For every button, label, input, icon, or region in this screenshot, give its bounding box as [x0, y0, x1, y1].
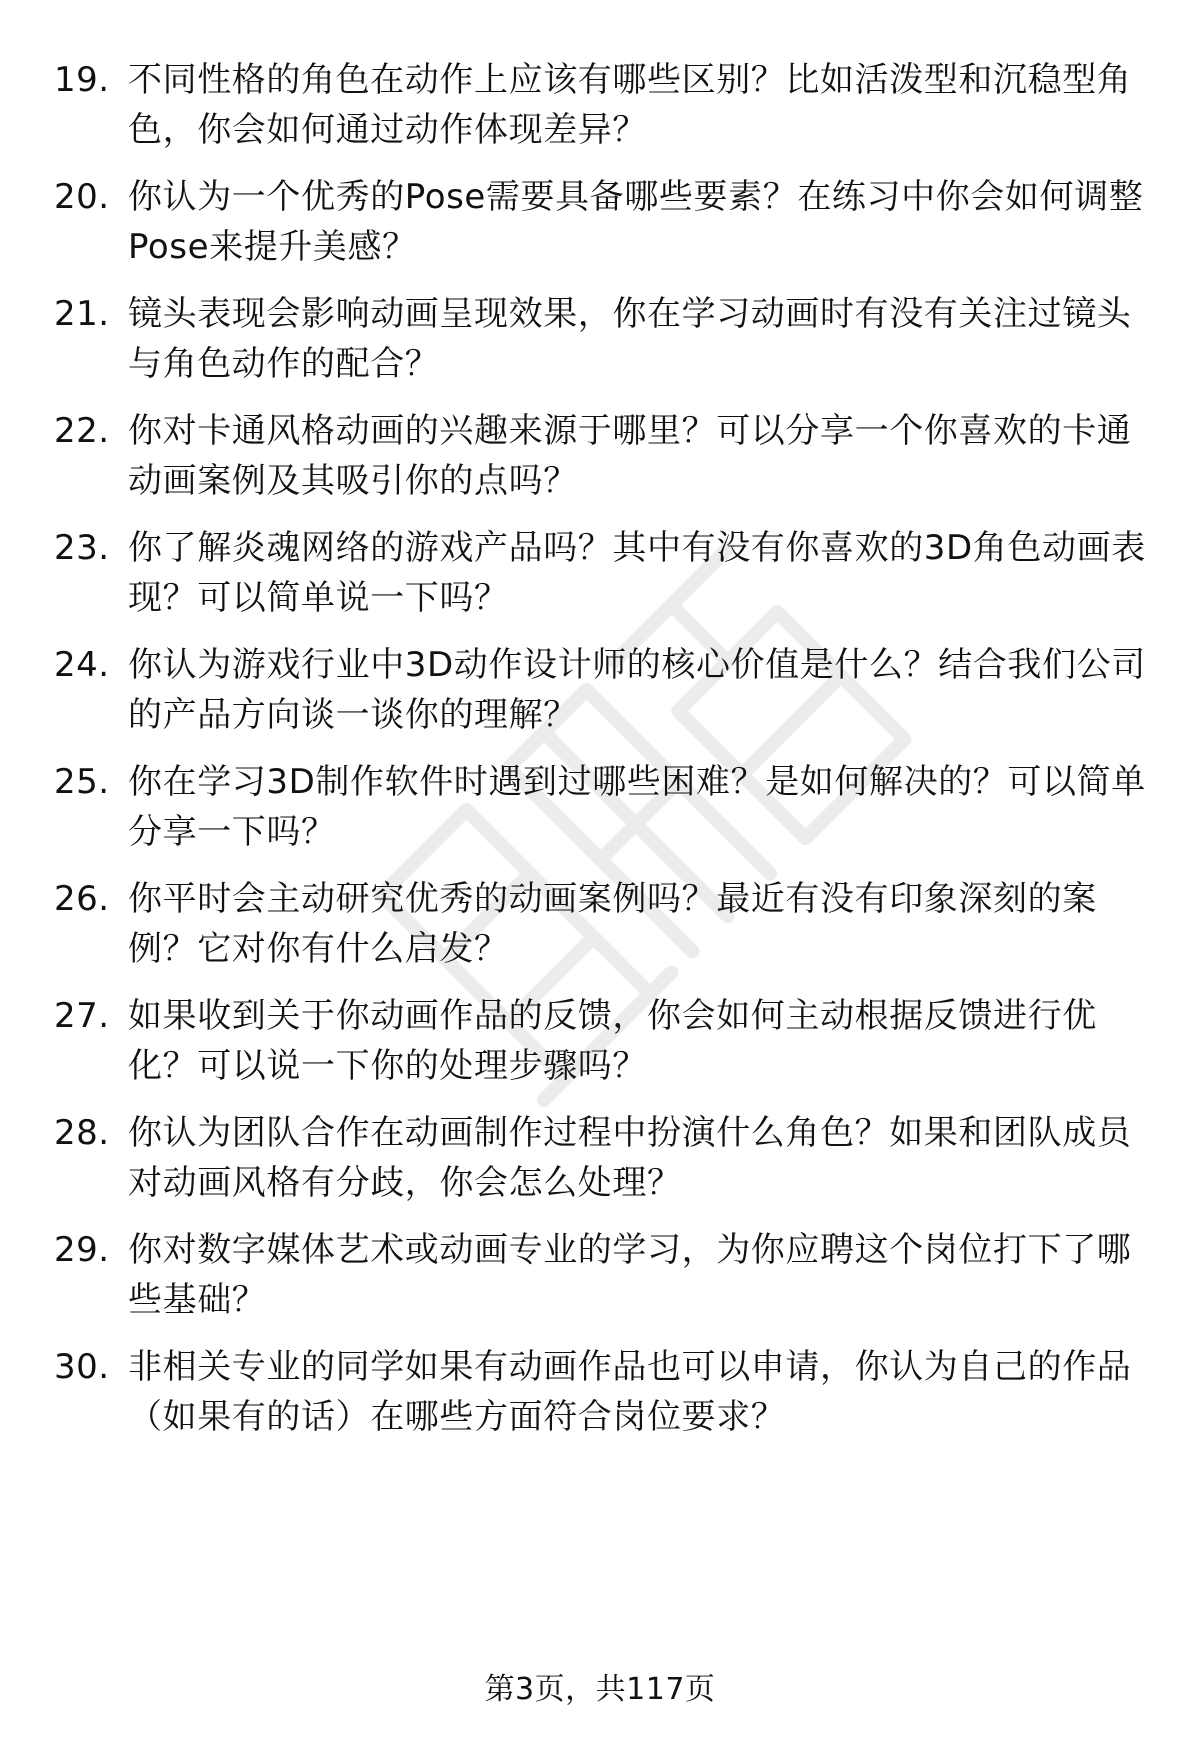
question-item [54, 406, 1164, 526]
question-text: 不同性格的角色在动作上应该有哪些区别？比如活泼型和沉稳型角色，你会如何通过动作体现差异？ [128, 60, 1132, 150]
question-number: 30. [54, 1347, 110, 1387]
question-number: 19. [54, 60, 110, 100]
question-item [54, 1108, 1164, 1228]
question-number: 23. [54, 528, 110, 568]
question-text: 如果收到关于你动画作品的反馈，你会如何主动根据反馈进行优化？可以说一下你的处理步骤吗？ [128, 996, 1097, 1086]
question-item [54, 757, 1164, 877]
question-text: 你认为游戏行业中3D动作设计师的核心价值是什么？结合我们公司的产品方向谈一谈你的理解？ [128, 645, 1146, 735]
question-text: 镜头表现会影响动画呈现效果，你在学习动画时有没有关注过镜头与角色动作的配合？ [128, 294, 1132, 384]
question-number: 29. [54, 1230, 110, 1270]
question-item [54, 55, 1164, 175]
question-number: 20. [54, 177, 110, 217]
question-text: 你了解炎魂网络的游戏产品吗？其中有没有你喜欢的3D角色动画表现？可以简单说一下吗？ [128, 528, 1146, 618]
question-text: 你对卡通风格动画的兴趣来源于哪里？可以分享一个你喜欢的卡通动画案例及其吸引你的点吗？ [128, 411, 1132, 501]
question-number: 22. [54, 411, 110, 451]
question-number: 25. [54, 762, 110, 802]
question-text: 你认为一个优秀的Pose需要具备哪些要素？在练习中你会如何调整Pose来提升美感？ [128, 177, 1144, 267]
question-text: 你对数字媒体艺术或动画专业的学习，为你应聘这个岗位打下了哪些基础？ [128, 1230, 1132, 1320]
question-number: 21. [54, 294, 110, 334]
question-number: 27. [54, 996, 110, 1036]
page-footer: 第3页，共117页 [484, 1672, 716, 1707]
question-item [54, 640, 1164, 760]
question-item [54, 523, 1164, 643]
question-text: 非相关专业的同学如果有动画作品也可以申请，你认为自己的作品（如果有的话）在哪些方面符合岗位要求？ [128, 1347, 1132, 1437]
question-item [54, 874, 1164, 994]
question-number: 28. [54, 1113, 110, 1153]
question-item [54, 289, 1164, 409]
question-item [54, 991, 1164, 1111]
question-item [54, 1342, 1164, 1462]
question-text: 你平时会主动研究优秀的动画案例吗？最近有没有印象深刻的案例？它对你有什么启发？ [128, 879, 1097, 969]
question-number: 26. [54, 879, 110, 919]
question-item [54, 1225, 1164, 1345]
question-item [54, 172, 1164, 292]
question-text: 你认为团队合作在动画制作过程中扮演什么角色？如果和团队成员对动画风格有分歧，你会怎么处理？ [128, 1113, 1132, 1203]
question-text: 你在学习3D制作软件时遇到过哪些困难？是如何解决的？可以简单分享一下吗？ [128, 762, 1146, 852]
question-number: 24. [54, 645, 110, 685]
